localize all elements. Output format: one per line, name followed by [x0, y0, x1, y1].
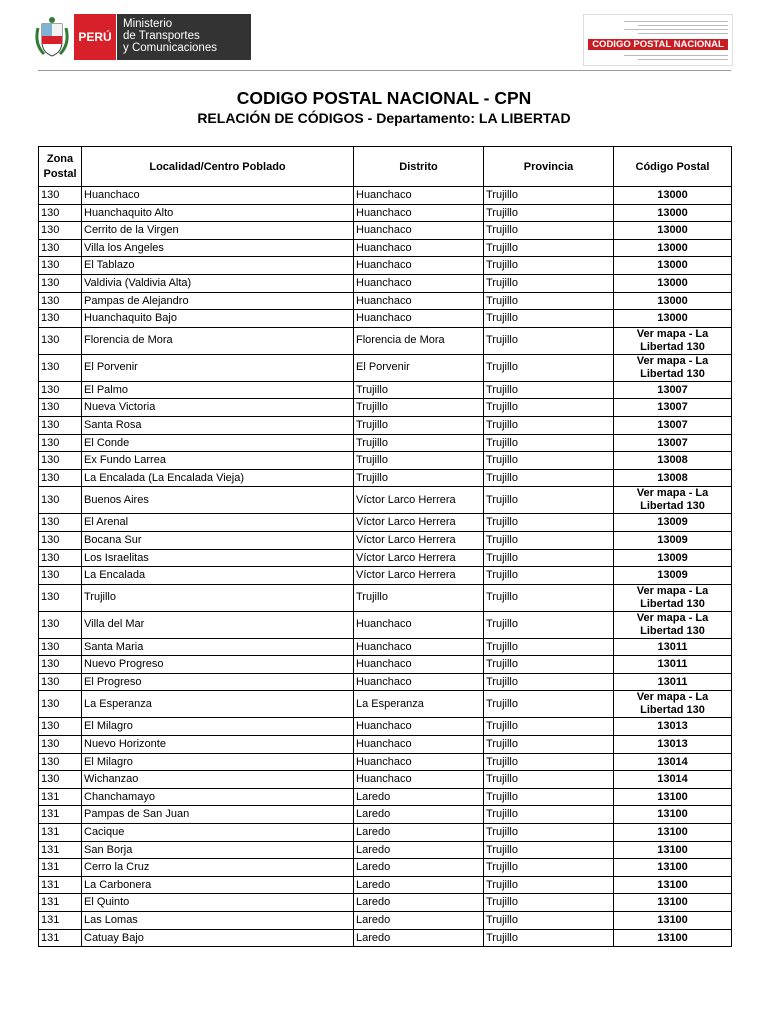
table-row [39, 638, 732, 656]
cell-zone: 130 [39, 656, 82, 674]
column-header-province: Provincia [484, 147, 614, 187]
cell-zone: 131 [39, 788, 82, 806]
cell-zone: 130 [39, 718, 82, 736]
header-divider [38, 70, 731, 71]
cell-postal-code: 13014 [614, 753, 732, 771]
cell-postal-code: 13100 [614, 859, 732, 877]
cell-locality: Cerro la Cruz [82, 859, 354, 877]
cell-district: Laredo [354, 824, 484, 842]
cell-province: Trujillo [484, 753, 614, 771]
cell-locality: La Encalada (La Encalada Vieja) [82, 469, 354, 487]
page-title: CODIGO POSTAL NACIONAL - CPN [236, 88, 532, 108]
peru-brand-label: PERÚ [74, 14, 116, 60]
cell-district: Laredo [354, 859, 484, 877]
cell-province: Trujillo [484, 292, 614, 310]
cell-postal-code: 13013 [614, 718, 732, 736]
cell-locality: Santa Maria [82, 638, 354, 656]
cell-province: Trujillo [484, 584, 614, 611]
page-header [0, 0, 768, 72]
table-body [39, 187, 732, 947]
cell-zone: 130 [39, 611, 82, 638]
cell-district: Laredo [354, 912, 484, 930]
table-row [39, 771, 732, 789]
table-row [39, 381, 732, 399]
cell-district: Huanchaco [354, 736, 484, 754]
cell-province: Trujillo [484, 514, 614, 532]
cell-province: Trujillo [484, 531, 614, 549]
cell-zone: 130 [39, 531, 82, 549]
table-row [39, 239, 732, 257]
cell-district: Laredo [354, 876, 484, 894]
cell-postal-code: 13011 [614, 673, 732, 691]
cell-zone: 130 [39, 567, 82, 585]
cell-province: Trujillo [484, 354, 614, 381]
cell-locality: Huanchaquito Alto [82, 204, 354, 222]
cell-locality: Valdivia (Valdivia Alta) [82, 274, 354, 292]
cell-postal-code: 13013 [614, 736, 732, 754]
cell-zone: 130 [39, 487, 82, 514]
cell-zone: 130 [39, 416, 82, 434]
ministry-line: y Comunicaciones [123, 42, 217, 54]
table-row [39, 691, 732, 718]
cell-zone: 131 [39, 806, 82, 824]
cell-postal-code: 13100 [614, 824, 732, 842]
table-row [39, 673, 732, 691]
table-row [39, 718, 732, 736]
table-row [39, 876, 732, 894]
table-row [39, 929, 732, 947]
cell-zone: 131 [39, 912, 82, 930]
cell-postal-code: 13100 [614, 929, 732, 947]
cell-district: Víctor Larco Herrera [354, 487, 484, 514]
cell-district: Huanchaco [354, 638, 484, 656]
cell-postal-code: 13007 [614, 416, 732, 434]
cell-province: Trujillo [484, 788, 614, 806]
cell-district: Huanchaco [354, 310, 484, 328]
ministry-line: Ministerio [123, 18, 173, 30]
cell-province: Trujillo [484, 549, 614, 567]
cell-zone: 130 [39, 469, 82, 487]
table-row [39, 274, 732, 292]
stamp-fine-print [588, 18, 728, 37]
cell-province: Trujillo [484, 381, 614, 399]
cell-locality: El Porvenir [82, 354, 354, 381]
cell-locality: La Esperanza [82, 691, 354, 718]
cell-postal-code: Ver mapa - La Libertad 130 [614, 691, 732, 718]
cell-postal-code: 13011 [614, 638, 732, 656]
cell-province: Trujillo [484, 274, 614, 292]
cell-province: Trujillo [484, 222, 614, 240]
table-row [39, 354, 732, 381]
cell-province: Trujillo [484, 257, 614, 275]
cell-locality: Santa Rosa [82, 416, 354, 434]
table-row [39, 399, 732, 417]
table-header-row [39, 147, 732, 187]
cell-postal-code: 13009 [614, 514, 732, 532]
cell-district: Laredo [354, 841, 484, 859]
cell-locality: Catuay Bajo [82, 929, 354, 947]
cell-zone: 130 [39, 257, 82, 275]
cell-locality: Pampas de San Juan [82, 806, 354, 824]
cell-postal-code: 13100 [614, 788, 732, 806]
column-header-district: Distrito [354, 147, 484, 187]
cell-zone: 131 [39, 929, 82, 947]
table-row [39, 788, 732, 806]
cell-locality: El Tablazo [82, 257, 354, 275]
cell-postal-code: Ver mapa - La Libertad 130 [614, 327, 732, 354]
cell-province: Trujillo [484, 771, 614, 789]
cell-district: Huanchaco [354, 257, 484, 275]
cell-locality: Las Lomas [82, 912, 354, 930]
cell-province: Trujillo [484, 912, 614, 930]
cell-district: Trujillo [354, 434, 484, 452]
cell-locality: El Arenal [82, 514, 354, 532]
cell-province: Trujillo [484, 824, 614, 842]
table-row [39, 187, 732, 205]
cell-province: Trujillo [484, 656, 614, 674]
cell-zone: 130 [39, 354, 82, 381]
cell-province: Trujillo [484, 718, 614, 736]
cell-zone: 130 [39, 691, 82, 718]
table-row [39, 257, 732, 275]
cell-province: Trujillo [484, 611, 614, 638]
stamp-fine-print [588, 52, 728, 63]
cell-province: Trujillo [484, 567, 614, 585]
cell-postal-code: 13009 [614, 567, 732, 585]
cell-district: Huanchaco [354, 611, 484, 638]
cell-postal-code: 13007 [614, 434, 732, 452]
cell-locality: Ex Fundo Larrea [82, 452, 354, 470]
table-row [39, 514, 732, 532]
cell-province: Trujillo [484, 859, 614, 877]
table-row [39, 584, 732, 611]
cell-province: Trujillo [484, 487, 614, 514]
cell-district: Víctor Larco Herrera [354, 567, 484, 585]
cell-postal-code: 13000 [614, 292, 732, 310]
cell-district: Trujillo [354, 469, 484, 487]
cell-district: Laredo [354, 894, 484, 912]
cell-locality: Nueva Victoria [82, 399, 354, 417]
cell-postal-code: 13000 [614, 222, 732, 240]
table-row [39, 469, 732, 487]
cell-district: Trujillo [354, 381, 484, 399]
table-row [39, 452, 732, 470]
cell-zone: 130 [39, 381, 82, 399]
cell-district: Laredo [354, 806, 484, 824]
cell-district: Huanchaco [354, 239, 484, 257]
cell-district: Huanchaco [354, 753, 484, 771]
cell-province: Trujillo [484, 691, 614, 718]
cell-province: Trujillo [484, 204, 614, 222]
cell-locality: Trujillo [82, 584, 354, 611]
cell-postal-code: 13100 [614, 912, 732, 930]
cell-district: Víctor Larco Herrera [354, 531, 484, 549]
cell-postal-code: 13000 [614, 187, 732, 205]
cell-district: La Esperanza [354, 691, 484, 718]
cell-zone: 130 [39, 239, 82, 257]
cell-district: Trujillo [354, 399, 484, 417]
cell-locality: Cacique [82, 824, 354, 842]
cell-locality: San Borja [82, 841, 354, 859]
cell-zone: 131 [39, 841, 82, 859]
cell-district: Huanchaco [354, 292, 484, 310]
cell-zone: 130 [39, 292, 82, 310]
cell-postal-code: 13008 [614, 469, 732, 487]
table-row [39, 222, 732, 240]
cell-province: Trujillo [484, 452, 614, 470]
cell-zone: 130 [39, 736, 82, 754]
cell-zone: 130 [39, 638, 82, 656]
cell-postal-code: 13009 [614, 531, 732, 549]
cell-locality: Chanchamayo [82, 788, 354, 806]
column-header-locality: Localidad/Centro Poblado [82, 147, 354, 187]
cell-province: Trujillo [484, 894, 614, 912]
cell-district: Huanchaco [354, 656, 484, 674]
cell-zone: 131 [39, 894, 82, 912]
cell-locality: El Palmo [82, 381, 354, 399]
column-header-zone: Zona Postal [39, 147, 82, 187]
cell-district: Huanchaco [354, 222, 484, 240]
cell-locality: El Conde [82, 434, 354, 452]
postal-codes-table [38, 146, 732, 947]
cell-zone: 131 [39, 876, 82, 894]
cell-zone: 130 [39, 204, 82, 222]
cell-locality: Villa los Angeles [82, 239, 354, 257]
cell-province: Trujillo [484, 876, 614, 894]
cell-zone: 130 [39, 434, 82, 452]
table-row [39, 753, 732, 771]
table-row [39, 416, 732, 434]
cell-province: Trujillo [484, 841, 614, 859]
cell-postal-code: Ver mapa - La Libertad 130 [614, 487, 732, 514]
cell-locality: Bocana Sur [82, 531, 354, 549]
column-header-postal-code: Código Postal [614, 147, 732, 187]
cell-postal-code: Ver mapa - La Libertad 130 [614, 611, 732, 638]
stamp-title: CODIGO POSTAL NACIONAL [588, 39, 728, 50]
cell-province: Trujillo [484, 434, 614, 452]
cell-zone: 130 [39, 673, 82, 691]
cell-locality: El Quinto [82, 894, 354, 912]
table-row [39, 656, 732, 674]
cell-postal-code: 13100 [614, 806, 732, 824]
cell-zone: 130 [39, 310, 82, 328]
cell-district: Laredo [354, 929, 484, 947]
cell-province: Trujillo [484, 327, 614, 354]
cell-postal-code: 13000 [614, 204, 732, 222]
cell-province: Trujillo [484, 187, 614, 205]
cell-district: El Porvenir [354, 354, 484, 381]
cell-zone: 131 [39, 859, 82, 877]
cell-zone: 130 [39, 327, 82, 354]
table-row [39, 736, 732, 754]
cell-district: Florencia de Mora [354, 327, 484, 354]
cell-province: Trujillo [484, 469, 614, 487]
cell-zone: 130 [39, 771, 82, 789]
table-row [39, 806, 732, 824]
table-row [39, 327, 732, 354]
cell-district: Trujillo [354, 416, 484, 434]
cell-district: Trujillo [354, 584, 484, 611]
cell-locality: Florencia de Mora [82, 327, 354, 354]
cell-zone: 130 [39, 399, 82, 417]
table-row [39, 824, 732, 842]
cell-postal-code: 13007 [614, 399, 732, 417]
cell-locality: Cerrito de la Virgen [82, 222, 354, 240]
cell-postal-code: 13009 [614, 549, 732, 567]
cell-locality: El Progreso [82, 673, 354, 691]
cell-zone: 130 [39, 549, 82, 567]
postal-code-stamp [583, 14, 733, 66]
cell-postal-code: 13100 [614, 894, 732, 912]
cell-postal-code: Ver mapa - La Libertad 130 [614, 354, 732, 381]
cell-zone: 131 [39, 824, 82, 842]
table-row [39, 204, 732, 222]
table-row [39, 611, 732, 638]
cell-locality: La Encalada [82, 567, 354, 585]
page-subtitle: RELACIÓN DE CÓDIGOS - Departamento: LA LIBERTAD [197, 110, 571, 126]
cell-district: Huanchaco [354, 718, 484, 736]
table-row [39, 531, 732, 549]
table-row [39, 859, 732, 877]
cell-locality: El Milagro [82, 718, 354, 736]
table-row [39, 292, 732, 310]
cell-province: Trujillo [484, 806, 614, 824]
cell-province: Trujillo [484, 399, 614, 417]
cell-province: Trujillo [484, 416, 614, 434]
cell-postal-code: 13011 [614, 656, 732, 674]
cell-zone: 130 [39, 753, 82, 771]
cell-district: Víctor Larco Herrera [354, 549, 484, 567]
cell-province: Trujillo [484, 929, 614, 947]
cell-district: Huanchaco [354, 187, 484, 205]
cell-province: Trujillo [484, 638, 614, 656]
cell-zone: 130 [39, 187, 82, 205]
cell-district: Huanchaco [354, 274, 484, 292]
cell-locality: Los Israelitas [82, 549, 354, 567]
cell-locality: Nuevo Progreso [82, 656, 354, 674]
cell-postal-code: 13007 [614, 381, 732, 399]
cell-postal-code: 13008 [614, 452, 732, 470]
cell-locality: Pampas de Alejandro [82, 292, 354, 310]
cell-locality: Nuevo Horizonte [82, 736, 354, 754]
table-row [39, 487, 732, 514]
cell-district: Huanchaco [354, 673, 484, 691]
cell-province: Trujillo [484, 310, 614, 328]
table-row [39, 434, 732, 452]
cell-district: Laredo [354, 788, 484, 806]
cell-locality: Wichanzao [82, 771, 354, 789]
cell-postal-code: 13000 [614, 257, 732, 275]
cell-zone: 130 [39, 274, 82, 292]
table-row [39, 841, 732, 859]
cell-zone: 130 [39, 584, 82, 611]
cell-locality: El Milagro [82, 753, 354, 771]
cell-zone: 130 [39, 222, 82, 240]
cell-postal-code: 13000 [614, 310, 732, 328]
cell-locality: Buenos Aires [82, 487, 354, 514]
cell-zone: 130 [39, 514, 82, 532]
cell-zone: 130 [39, 452, 82, 470]
cell-district: Víctor Larco Herrera [354, 514, 484, 532]
cell-postal-code: 13100 [614, 841, 732, 859]
cell-locality: Villa del Mar [82, 611, 354, 638]
table-row [39, 310, 732, 328]
cell-postal-code: Ver mapa - La Libertad 130 [614, 584, 732, 611]
cell-district: Huanchaco [354, 771, 484, 789]
cell-postal-code: 13100 [614, 876, 732, 894]
cell-province: Trujillo [484, 239, 614, 257]
cell-province: Trujillo [484, 673, 614, 691]
cell-district: Trujillo [354, 452, 484, 470]
cell-postal-code: 13000 [614, 274, 732, 292]
cell-postal-code: 13000 [614, 239, 732, 257]
cell-locality: Huanchaco [82, 187, 354, 205]
ministry-line: de Transportes [123, 30, 200, 42]
table-row [39, 894, 732, 912]
table-row [39, 912, 732, 930]
cell-province: Trujillo [484, 736, 614, 754]
cell-locality: Huanchaquito Bajo [82, 310, 354, 328]
cell-locality: La Carbonera [82, 876, 354, 894]
table-row [39, 567, 732, 585]
cell-district: Huanchaco [354, 204, 484, 222]
cell-postal-code: 13014 [614, 771, 732, 789]
ministry-brand [117, 14, 251, 60]
table-row [39, 549, 732, 567]
peru-coat-of-arms-icon [32, 14, 72, 60]
